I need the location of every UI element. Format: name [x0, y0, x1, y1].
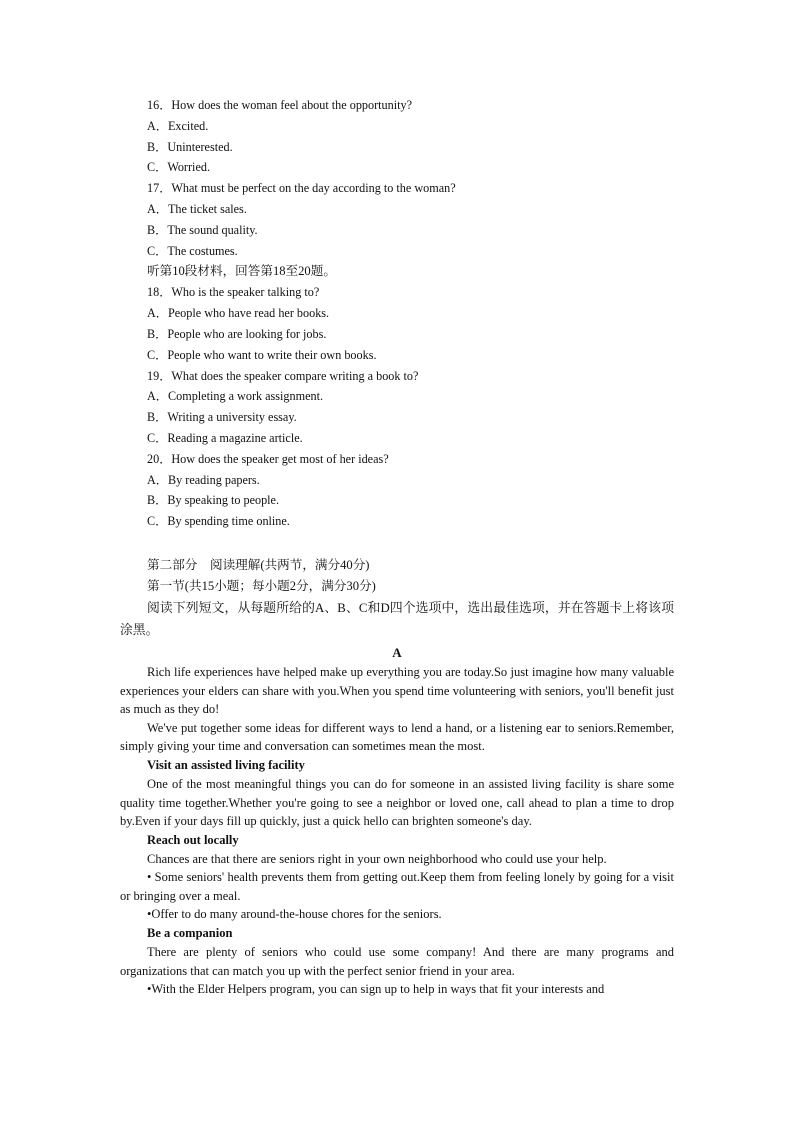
passage-bullet-1: • Some seniors' health prevents them from getting out.Keep them from feeling lonely by going for a visit or bringing over a meal.: [120, 870, 674, 903]
passage-heading-visit: Visit an assisted living facility: [147, 757, 305, 772]
question-16: 16．How does the woman feel about the opportunity?: [147, 98, 413, 112]
option-20c: C．By spending time online.: [147, 514, 290, 529]
option-19b: B．Writing a university essay.: [147, 410, 297, 425]
passage-paragraph-5: There are plenty of seniors who could use some company! And there are many programs and organizations that can match you up with the perfect senior friend in your area.: [120, 945, 674, 978]
option-16c: C．Worried.: [147, 160, 210, 175]
passage-bullet-2: •Offer to do many around-the-house chores for the seniors.: [147, 907, 442, 922]
passage-paragraph-4: Chances are that there are seniors right in your own neighborhood who could use your help.: [147, 851, 607, 866]
question-17: 17．What must be perfect on the day according to the woman?: [147, 181, 456, 196]
passage-heading-companion: Be a companion: [147, 926, 233, 941]
question-19: 19．What does the speaker compare writing a book to?: [147, 368, 419, 383]
part2-instruction: 阅读下列短文，从每题所给的A、B、C和D四个选项中，选出最佳选项，并在答题卡上将该项涂黑。: [120, 600, 674, 637]
passage-paragraph-2: We've put together some ideas for different ways to lend a hand, or a listening ear to seniors.Remember, simply giving your time and conversation can sometimes mean the most.: [120, 720, 674, 754]
part2-section1: 第一节(共15小题；每小题2分，满分30分): [147, 578, 376, 593]
option-17a: A．The ticket sales.: [147, 201, 247, 216]
passage-label: A: [392, 644, 402, 660]
question-18: 18．Who is the speaker talking to?: [147, 285, 320, 300]
option-18c: C．People who want to write their own books.: [147, 347, 377, 362]
option-18b: B．People who are looking for jobs.: [147, 326, 327, 341]
option-19c: C．Reading a magazine article.: [147, 430, 303, 445]
passage-heading-reach-out: Reach out locally: [147, 832, 239, 847]
option-16b: B．Uninterested.: [147, 139, 233, 154]
option-17c: C．The costumes.: [147, 243, 238, 258]
option-20a: A．By reading papers.: [147, 472, 260, 487]
document-page: [120, 95, 674, 999]
option-17b: B．The sound quality.: [147, 222, 258, 237]
option-19a: A．Completing a work assignment.: [147, 389, 324, 404]
passage-paragraph-1: Rich life experiences have helped make up everything you are today.So just imagine how many valuable experiences your elders can share with you.When you spend time volunteering with seniors, you'll benefit just as much as they do!: [120, 664, 674, 717]
passage-paragraph-3: One of the most meaningful things you can do for someone in an assisted living facility is share some quality time together.Whether you're going to see a neighbor or loved one, call ahead to plan a time to drop by.Even if your days fill up quickly, just a quick hello can brighten someone's day.: [120, 776, 674, 829]
option-20b: B．By speaking to people.: [147, 493, 280, 508]
question-20: 20．How does the speaker get most of her ideas?: [147, 451, 389, 466]
option-16a: A．Excited.: [147, 118, 209, 133]
spacer: [120, 532, 674, 555]
listening-section-note: 听第10段材料，回答第18至20题。: [147, 264, 336, 279]
option-18a: A．People who have read her books.: [147, 306, 330, 321]
part2-title: 第二部分 阅读理解(共两节，满分40分): [147, 557, 370, 572]
passage-bullet-3: •With the Elder Helpers program, you can sign up to help in ways that fit your interests and: [147, 982, 605, 997]
